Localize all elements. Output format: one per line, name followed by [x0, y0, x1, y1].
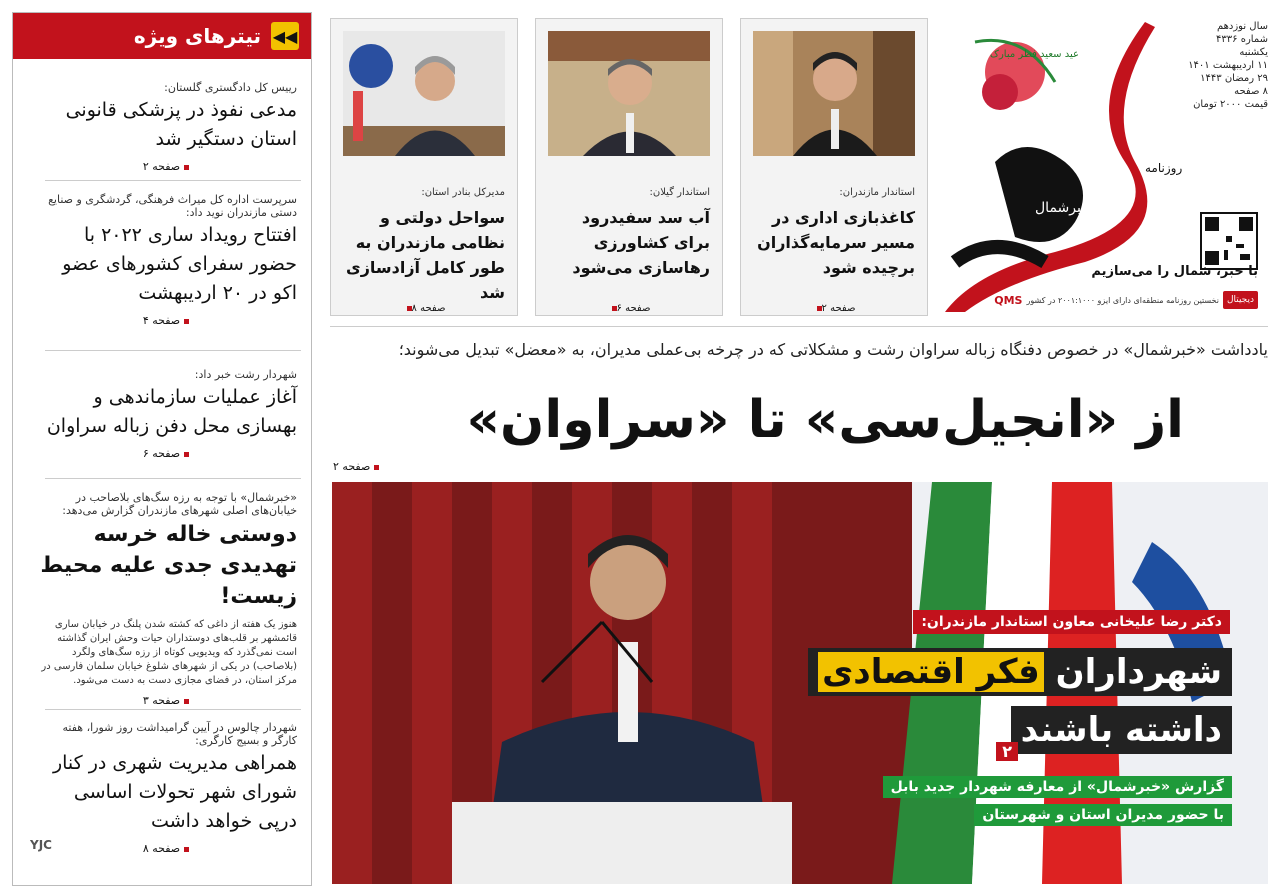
logo-prefix: روزنامه: [1145, 161, 1183, 175]
story-headline: آب سد سفیدرود برای کشاورزی رهاسازی می‌شود: [572, 208, 710, 277]
sidebar-item-page: صفحه ۳: [35, 694, 297, 707]
bullet-icon: [184, 847, 189, 852]
story-headline: سواحل دولتی و نظامی مازندران به طور کامل آزادسازی شد: [346, 208, 505, 302]
bullet-icon: [374, 465, 379, 470]
bullet-icon: [184, 165, 189, 170]
caption-report-line2: با حضور مدیران استان و شهرستان: [974, 804, 1232, 826]
qms-logo: QMS: [994, 293, 1023, 307]
bullet-icon: [184, 319, 189, 324]
sidebar-item-headline: مدعی نفوذ در پزشکی قانونی استان دستگیر شد: [65, 99, 297, 150]
issue-info: سال نوزدهم شماره ۴۳۳۶ یکشنبه ۱۱ اردیبهشت ۱۴۰۱ ۲۹ رمضان ۱۴۴۳ ۸ صفحه قیمت ۲۰۰۰ تومان: [1188, 21, 1268, 110]
digital-badge: دیجیتال: [1223, 291, 1258, 309]
sidebar-item-kicker: شهردار چالوس در آیین گرامیداشت روز شورا، هفته کارگر و بسیج کارگری:: [62, 721, 297, 747]
divider: [45, 350, 301, 351]
sidebar-item-headline: افتتاح رویداد ساری ۲۰۲۲ با حضور سفرای کشورهای عضو اکو در ۲۰ اردیبهشت: [62, 224, 297, 304]
sidebar-item-page: صفحه ۸: [35, 842, 297, 855]
sidebar-item-3[interactable]: [35, 368, 297, 460]
caption-report-line1: گزارش «خبرشمال» از معارفه شهردار جدید بابل: [883, 776, 1232, 798]
top-story-3[interactable]: [330, 18, 518, 316]
portrait-photo: [343, 31, 505, 156]
divider: [330, 326, 1268, 327]
logo-text: خبرشمال: [1035, 200, 1090, 216]
sidebar-title: تیترهای ویژه: [133, 24, 261, 48]
sidebar-item-5[interactable]: [35, 721, 297, 855]
caption-headline-line2[interactable]: داشته باشند: [1011, 706, 1232, 754]
sidebar-item-2[interactable]: [35, 193, 297, 327]
watermark: YJC: [30, 838, 52, 852]
top-story-1[interactable]: [740, 18, 928, 316]
story-kicker: استاندار گیلان:: [649, 187, 710, 198]
divider: [45, 478, 301, 479]
sidebar-item-body: هنوز یک هفته از داغی که کشته شدن پلنگ در خیابان ساری قائمشهر بر قلب‌های دوستداران حیات وحش ایران گذاشته است نمی‌گذرد که ویدیویی کوتاه از رزه سگ‌های ولگرد (بلاصاحب) در یکی از شهرهای شلوغ خیابان سلمان فارسی در مرکز استان، در فضای مجازی دست به دست می‌شود.: [41, 619, 297, 686]
story-page: صفحه ۶: [536, 303, 722, 314]
greeting-text: عید سعید فطر مبارک: [990, 49, 1079, 60]
sidebar-item-page: صفحه ۴: [35, 314, 297, 327]
story-headline: کاغذبازی اداری در مسیر سرمایه‌گذاران برچیده شود: [757, 208, 915, 277]
main-subhead: یادداشت «خبرشمال» در خصوص دفنگاه زباله سراوان رشت و مشکلاتی که در چرخه بی‌عملی مدیران، به «معضل» تبدیل می‌شوند؛: [398, 340, 1268, 359]
special-headlines-sidebar: [12, 12, 312, 886]
double-chevron-left-icon: ◀◀: [271, 22, 299, 50]
story-kicker: مدیرکل بنادر استان:: [421, 187, 505, 198]
story-page: صفحه ۲: [741, 303, 927, 314]
portrait-photo: [548, 31, 710, 156]
sidebar-item-4[interactable]: [35, 491, 297, 707]
sidebar-item-headline: آغاز عملیات سازماندهی و بهسازی محل دفن زباله سراوان: [46, 386, 297, 437]
qr-code-icon[interactable]: [1200, 212, 1258, 270]
sidebar-item-page: صفحه ۶: [35, 447, 297, 460]
sidebar-item-kicker: سرپرست اداره کل میراث فرهنگی، گردشگری و صنایع دستی مازندران نوید داد:: [48, 193, 297, 219]
caption-page-number: ۲: [996, 742, 1018, 761]
caption-headline-line1[interactable]: شهرداران فکر اقتصادی: [808, 648, 1232, 696]
certification-text: نخستین روزنامه منطقه‌ای دارای ایزو ۲۰۰۱:۱۰۰۰ در کشور: [1026, 295, 1219, 305]
sidebar-item-kicker: شهردار رشت خبر داد:: [194, 368, 297, 381]
portrait-photo: [753, 31, 915, 156]
sidebar-item-1[interactable]: [35, 81, 297, 173]
sidebar-item-kicker: «خبرشمال» با توجه به رزه سگ‌های بلاصاحب در خیابان‌های اصلی شهرهای مازندران گزارش می‌دهد:: [62, 491, 297, 517]
main-headline[interactable]: از «انجیل‌سی» تا «سراوان»: [466, 390, 1184, 450]
certification-strip: [928, 287, 1258, 313]
top-story-2[interactable]: [535, 18, 723, 316]
motto: با خبر، شمال را می‌سازیم: [1091, 264, 1258, 279]
divider: [45, 709, 301, 710]
divider: [45, 180, 301, 181]
story-page: صفحه ۸: [331, 303, 517, 314]
masthead: [930, 12, 1268, 312]
bullet-icon: [184, 452, 189, 457]
sidebar-header: [13, 13, 311, 59]
caption-highlight: فکر اقتصادی: [818, 652, 1044, 692]
caption-kicker: دکتر رضا علیخانی معاون استاندار مازندران:: [913, 610, 1230, 634]
sidebar-item-page: صفحه ۲: [35, 160, 297, 173]
sidebar-item-kicker: رییس کل دادگستری گلستان:: [164, 81, 297, 94]
main-page-ref: صفحه ۲: [333, 460, 379, 473]
bullet-icon: [184, 699, 189, 704]
story-kicker: استاندار مازندران:: [839, 187, 915, 198]
sidebar-item-headline: همراهی مدیریت شهری در کنار شورای شهر تحولات اساسی درپی خواهد داشت: [52, 752, 297, 832]
sidebar-item-headline: دوستی خاله خرسه تهدیدی جدی علیه محیط زیست!: [40, 522, 297, 609]
